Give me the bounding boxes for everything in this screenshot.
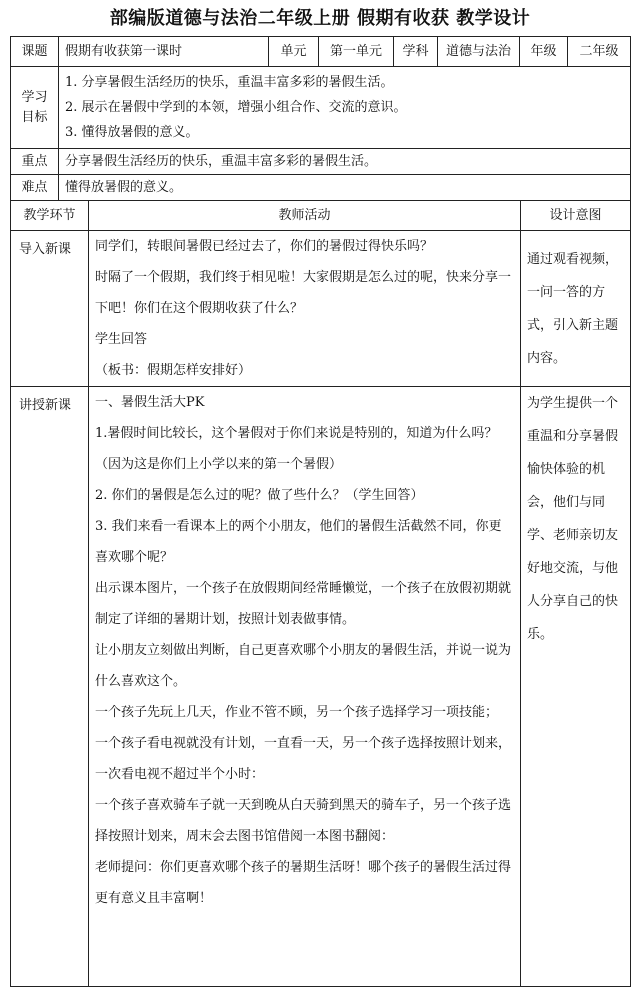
activity-line: 一个孩子看电视就没有计划，一直看一天，另一个孩子选择按照计划来，一次看电视不超过半个小时：: [95, 736, 512, 782]
activity-line: 老师提问：你们更喜欢哪个孩子的暑期生活呀！哪个孩子的暑假生活过得更有意义且丰富啊！: [95, 860, 512, 906]
lesson-info-table: [10, 36, 631, 201]
activity-line: 3. 我们来看一看课本上的两个小朋友，他们的暑假生活截然不同，你更喜欢哪个呢？: [95, 519, 502, 565]
activity-line: （板书：假期怎样安排好）: [95, 363, 252, 378]
grade-value: 二年级: [568, 37, 631, 67]
section-heading: 一、暑假生活大PK: [95, 395, 205, 410]
goals-label: [11, 67, 59, 149]
activity-line: （因为这是你们上小学以来的第一个暑假）: [95, 457, 343, 472]
goal-item: 3. 懂得放暑假的意义。: [65, 125, 199, 140]
col-teacher-header: 教师活动: [89, 201, 521, 231]
activity-line: 让小朋友立刻做出判断，自己更喜欢哪个小朋友的暑假生活，并说一说为什么喜欢这个。: [95, 643, 512, 689]
goals-label-line-1: 学习: [21, 89, 48, 105]
difficult-label: 难点: [11, 175, 59, 201]
topic-label: 课题: [11, 37, 59, 67]
activity-line: 1.暑假时间比较长，这个暑假对于你们来说是特别的，知道为什么吗？: [95, 426, 498, 441]
teaching-plan-table: [10, 200, 631, 987]
goal-item: 1. 分享暑假生活经历的快乐，重温丰富多彩的暑假生活。: [65, 75, 394, 90]
topic-value: 假期有收获第一课时: [59, 37, 269, 67]
goals-cell: [59, 67, 631, 149]
subject-label: 学科: [394, 37, 438, 67]
col-intent-header: 设计意图: [521, 201, 631, 231]
teacher-activity-new-lesson: [89, 387, 521, 987]
intent-intro: 通过观看视频，一问一答的方式，引入新主题内容。: [521, 231, 631, 387]
activity-line: 学生回答: [95, 332, 148, 347]
col-stage-header: 教学环节: [11, 201, 89, 231]
teacher-activity-intro: [89, 231, 521, 387]
activity-line: 同学们，转眼间暑假已经过去了，你们的暑假过得快乐吗？: [95, 239, 434, 254]
unit-value: 第一单元: [319, 37, 394, 67]
unit-label: 单元: [269, 37, 319, 67]
difficult-value: 懂得放暑假的意义。: [59, 175, 631, 201]
intent-new-lesson: 为学生提供一个重温和分享暑假愉快体验的机会，他们与同学、老师亲切友好地交流，与他人分享自己的快乐。: [521, 387, 631, 987]
stage-intro: 导入新课: [11, 231, 89, 387]
key-value: 分享暑假生活经历的快乐，重温丰富多彩的暑假生活。: [59, 149, 631, 175]
stage-new-lesson: 讲授新课: [11, 387, 89, 987]
activity-line: 出示课本图片，一个孩子在放假期间经常睡懒觉，一个孩子在放假初期就制定了详细的暑期计划，按照计划表做事情。: [95, 581, 512, 627]
key-label: 重点: [11, 149, 59, 175]
page-title: 部编版道德与法治二年级上册 假期有收获 教学设计: [109, 8, 531, 29]
subject-value: 道德与法治: [438, 37, 520, 67]
activity-line: 时隔了一个假期，我们终于相见啦！大家假期是怎么过的呢，快来分享一下吧！你们在这个假期收获了什么？: [95, 270, 512, 316]
activity-line: 一个孩子先玩上几天，作业不管不顾，另一个孩子选择学习一项技能；: [95, 705, 499, 720]
activity-line: 2. 你们的暑假是怎么过的呢？做了些什么？（学生回答）: [95, 488, 424, 503]
activity-line: 一个孩子喜欢骑车子就一天到晚从白天骑到黑天的骑车子，另一个孩子选择按照计划来，周末会去图书馆借阅一本图书翻阅：: [95, 798, 512, 844]
goals-label-line-2: 目标: [21, 109, 48, 125]
grade-label: 年级: [520, 37, 568, 67]
goal-item: 2. 展示在暑假中学到的本领，增强小组合作、交流的意识。: [65, 100, 407, 115]
